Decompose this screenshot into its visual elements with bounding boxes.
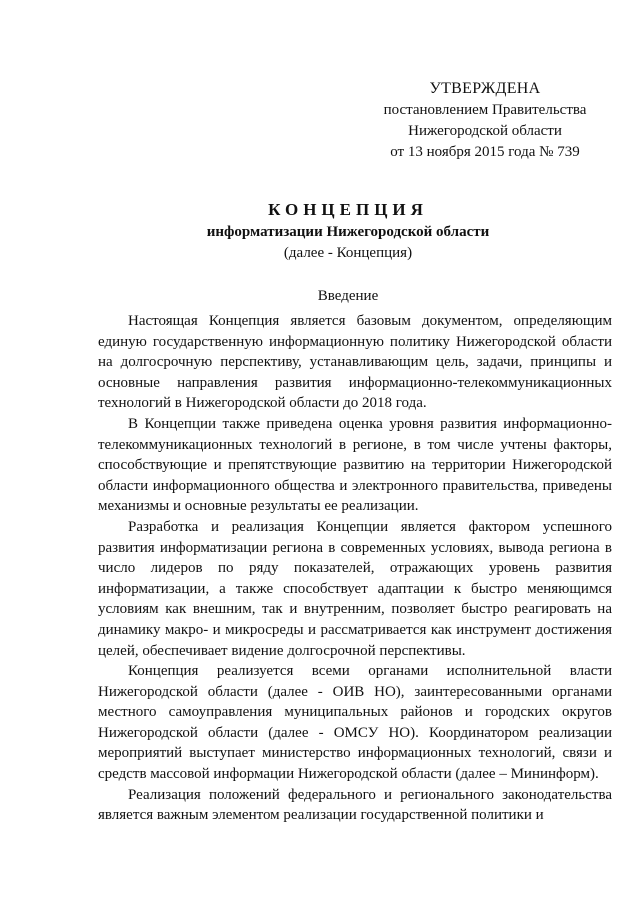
document-title-block — [100, 198, 596, 264]
body-text — [98, 311, 612, 826]
paragraph: Концепция реализуется всеми органами исполнительной власти Нижегородской области (далее - ОИВ НО), заинтересованными органами местного самоуправления муниципальных районов и городских округов Нижегородской области (далее - ОМСУ НО). Координатором реализации мероприятий выступает министерство информационных технологий, связи и средств массовой информации Нижегородской области (далее – Мининформ). — [98, 663, 612, 783]
paragraph: Настоящая Концепция является базовым документом, определяющим единую государственную информационную политику Нижегородской области на долгосрочную перспективу, устанавливающим цель, задачи, принципы и основные направления развития информационно-телекоммуникационных технологий в Нижегородской области до 2018 года. — [98, 313, 612, 412]
paragraph: В Концепции также приведена оценка уровня развития информационно-телекоммуникационных технологий в регионе, в том числе учтены факторы, способствующие и препятствующие развитию на территории Нижегородской области информационного общества и электронного правительства, приведены механизмы и основные результаты ее реализации. — [98, 415, 612, 515]
approval-line-1: постановлением Правительства — [383, 102, 587, 118]
document-subtitle: информатизации Нижегородской области — [206, 224, 490, 240]
approval-line-2: Нижегородской области — [408, 123, 562, 139]
document-alias: (далее - Концепция) — [283, 245, 413, 261]
paragraph: Реализация положений федерального и регионального законодательства является важным элементом реализации государственной политики и — [98, 786, 612, 824]
section-heading: Введение — [317, 288, 379, 304]
approval-stamp — [360, 78, 610, 163]
approval-line-3: от 13 ноября 2015 года № 739 — [390, 144, 580, 160]
approval-title: УТВЕРЖДЕНА — [429, 80, 541, 97]
paragraph: Разработка и реализация Концепции является фактором успешного развития информатизации региона в современных условиях, вывода региона в число лидеров по ряду показателей, отражающих уровень развития информатизации, а также способствует адаптации к быстро меняющимся условиям как внешним, так и внутренним, позволяет быстро реагировать на динамику макро- и микросреды и рассматривается как инструмент достижения целей, обеспечивает видение долгосрочной перспективы. — [98, 518, 612, 659]
document-title: КОНЦЕПЦИЯ — [268, 200, 428, 219]
